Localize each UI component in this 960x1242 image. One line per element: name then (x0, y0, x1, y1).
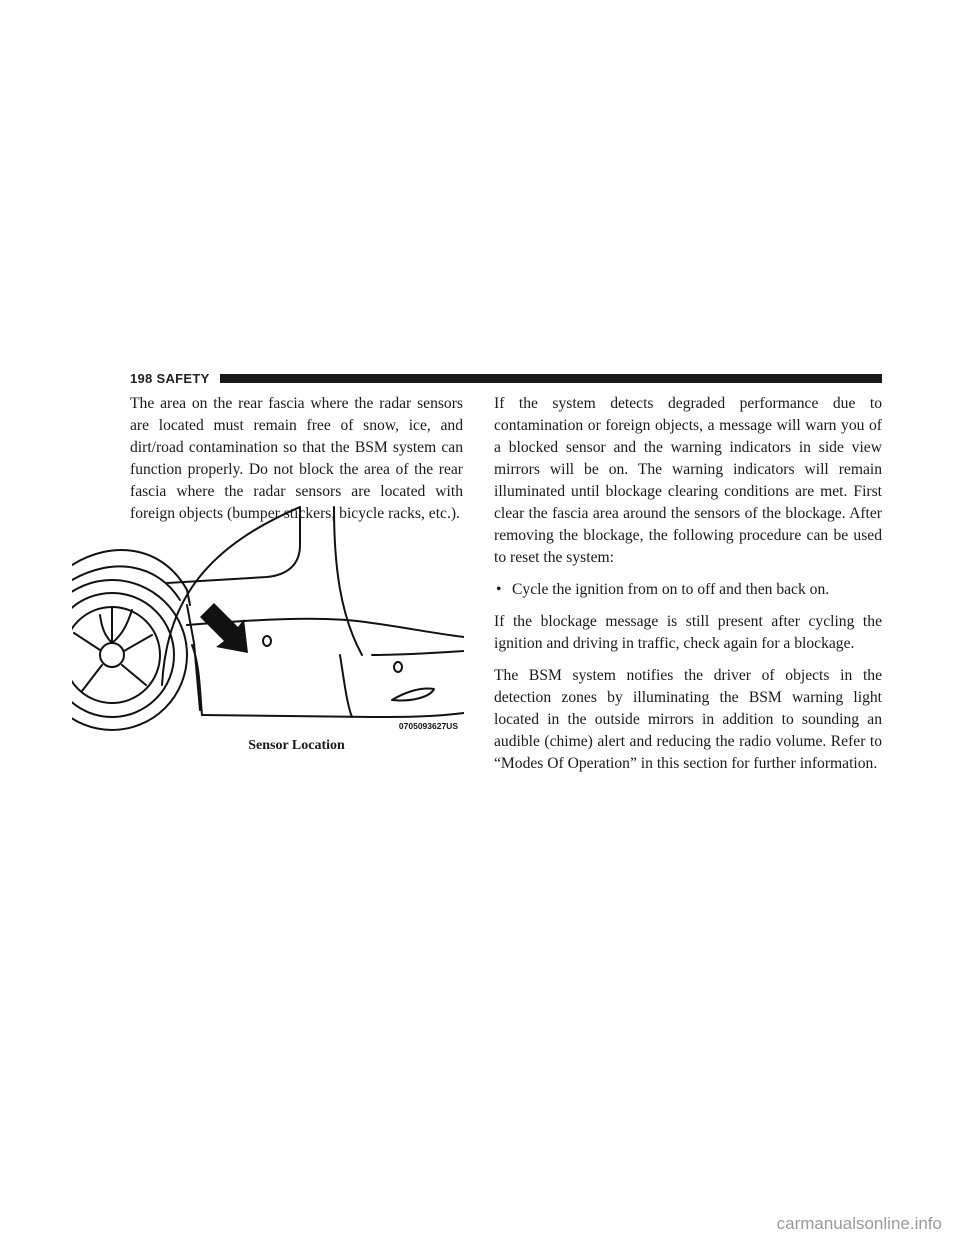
left-paragraph: The area on the rear fascia where the radar sensors are located must remain free of snow, ice, and dirt/road contamination so that the BSM system can function properly. Do not block the area of the rear fascia where the radar sensors are located with foreign objects (bumper stickers, bicycle racks, etc.). (130, 395, 463, 522)
sensor-location-figure (72, 505, 464, 735)
watermark[interactable]: carmanualsonline.info (776, 1214, 942, 1233)
page-header (130, 370, 882, 386)
right-paragraph-3: The BSM system notifies the driver of objects in the detection zones by illuminating the BSM warning light located in the outside mirrors in addition to sounding an audible (chime) alert and reducing the radio volume. Refer to “Modes Of Operation” in this section for further information. (494, 667, 882, 772)
bullet-text: Cycle the ignition from on to off and then back on. (512, 581, 830, 598)
page-header-label (130, 371, 210, 386)
sensor-location-illustration (72, 505, 464, 735)
figure-code: 0705093627US (398, 721, 458, 731)
bullet-item (494, 579, 882, 601)
figure-caption: Sensor Location (248, 738, 345, 753)
right-paragraph-2: If the blockage message is still present after cycling the ignition and driving in traffic, check again for a blockage. (494, 613, 882, 652)
right-column (494, 393, 882, 785)
right-paragraph-1: If the system detects degraded performance due to contamination or foreign objects, a message will warn you of a blocked sensor and the warning indicators in side view mirrors will be on. The warning indicators will remain illuminated until blockage clearing conditions are met. First clear the fascia area around the sensors of the blockage. After removing the blockage, the following procedure can be used to reset the system: (494, 395, 882, 566)
page-number: 198 (130, 370, 153, 386)
arrow-icon (200, 603, 248, 653)
header-rule (220, 374, 882, 383)
section-title: SAFETY (156, 370, 210, 386)
bullet-icon: • (496, 581, 502, 598)
